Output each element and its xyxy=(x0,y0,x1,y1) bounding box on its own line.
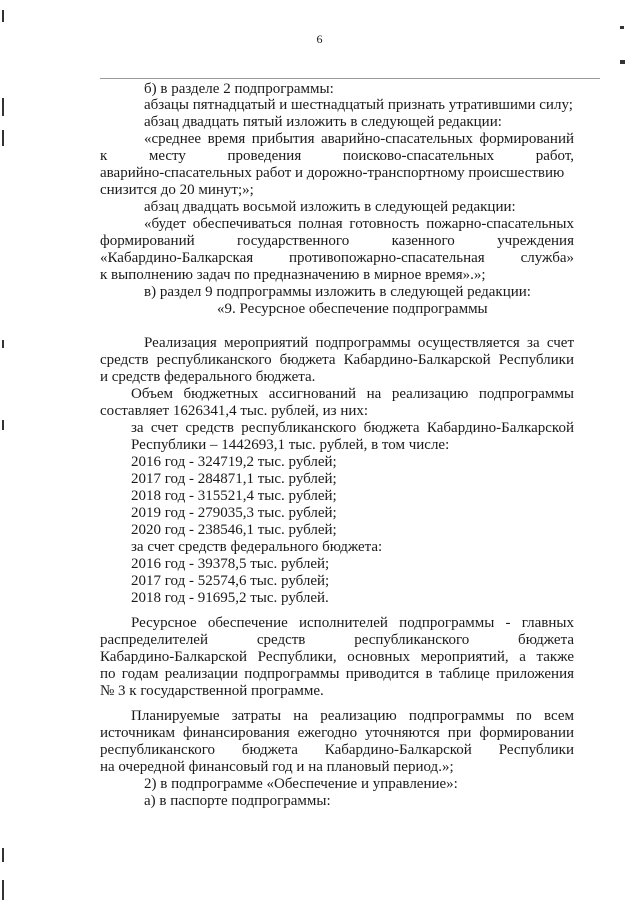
text-line: и средств федерального бюджета. xyxy=(100,369,316,385)
header-divider xyxy=(100,78,600,79)
text-line: абзацы пятнадцатый и шестнадцатый признать утратившими силу; xyxy=(144,97,573,113)
text-line: республиканского бюджета Кабардино-Балкарской Республики xyxy=(100,742,574,758)
text-line: по годам реализации подпрограммы приводится в таблице приложения xyxy=(100,666,574,682)
text-line: абзац двадцать восьмой изложить в следующей редакции: xyxy=(144,199,516,215)
text-line: на очередной финансовый год и на плановый период.»; xyxy=(100,759,454,775)
text-line: распределителей средств республиканского бюджета xyxy=(100,632,574,648)
text-line: 2020 год - 238546,1 тыс. рублей; xyxy=(131,522,337,538)
text-line: Республики – 1442693,1 тыс. рублей, в том числе: xyxy=(131,437,450,453)
text-line: формирований государственного казенного учреждения xyxy=(100,233,574,249)
scan-mark xyxy=(2,848,4,862)
text-line: № 3 к государственной программе. xyxy=(100,683,324,699)
text-line: Объем бюджетных ассигнований на реализацию подпрограммы xyxy=(131,386,574,402)
text-line: Планируемые затраты на реализацию подпрограммы по всем xyxy=(131,708,574,724)
text-line: составляет 1626341,4 тыс. рублей, из них: xyxy=(100,403,369,419)
scan-mark xyxy=(2,420,4,430)
scan-mark xyxy=(2,340,4,348)
text-line: б) в разделе 2 подпрограммы: xyxy=(144,81,334,97)
text-line: абзац двадцать пятый изложить в следующей редакции: xyxy=(144,114,502,130)
text-line: 2018 год - 91695,2 тыс. рублей. xyxy=(131,590,329,606)
text-line: 2019 год - 279035,3 тыс. рублей; xyxy=(131,505,337,521)
text-line: к выполнению задач по предназначению в мирное время».»; xyxy=(100,267,486,283)
scan-mark xyxy=(2,98,4,116)
text-line: аварийно-спасательных работ и дорожно-транспортному происшествию xyxy=(100,165,565,181)
text-line: за счет средств федерального бюджета: xyxy=(131,539,383,555)
text-line: 2017 год - 284871,1 тыс. рублей; xyxy=(131,471,337,487)
text-line: «будет обеспечиваться полная готовность пожарно-спасательных xyxy=(144,216,574,232)
text-line: 2016 год - 324719,2 тыс. рублей; xyxy=(131,454,337,470)
text-line: 2) в подпрограмме «Обеспечение и управление»: xyxy=(144,776,458,792)
text-line: средств республиканского бюджета Кабардино-Балкарской Республики xyxy=(100,352,574,368)
text-line: Реализация мероприятий подпрограммы осуществляется за счет xyxy=(144,335,574,351)
scan-mark xyxy=(2,10,4,22)
scan-mark xyxy=(620,26,624,29)
text-line: Кабардино-Балкарской Республики, основных мероприятий, а также xyxy=(100,649,574,665)
text-line: 2017 год - 52574,6 тыс. рублей; xyxy=(131,573,330,589)
scan-mark xyxy=(620,60,625,64)
scan-mark xyxy=(2,880,4,900)
page-number: 6 xyxy=(316,32,323,46)
text-line: снизится до 20 минут;»; xyxy=(100,182,254,198)
text-line: к месту проведения поисково-спасательных работ, xyxy=(100,148,574,164)
text-line: «Кабардино-Балкарская противопожарно-спасательная служба» xyxy=(100,250,574,266)
text-line: за счет средств республиканского бюджета Кабардино-Балкарской xyxy=(131,420,574,436)
text-line: 2018 год - 315521,4 тыс. рублей; xyxy=(131,488,337,504)
scan-mark xyxy=(2,130,4,146)
text-line: 2016 год - 39378,5 тыс. рублей; xyxy=(131,556,330,572)
text-line: источникам финансирования ежегодно уточняются при формировании xyxy=(100,725,574,741)
text-line: «среднее время прибытия аварийно-спасательных формирований xyxy=(144,131,574,147)
text-line: Ресурсное обеспечение исполнителей подпрограммы - главных xyxy=(131,615,574,631)
section-heading: «9. Ресурсное обеспечение подпрограммы xyxy=(217,301,488,317)
text-line: а) в паспорте подпрограммы: xyxy=(144,793,331,809)
text-line: в) раздел 9 подпрограммы изложить в следующей редакции: xyxy=(144,284,531,300)
